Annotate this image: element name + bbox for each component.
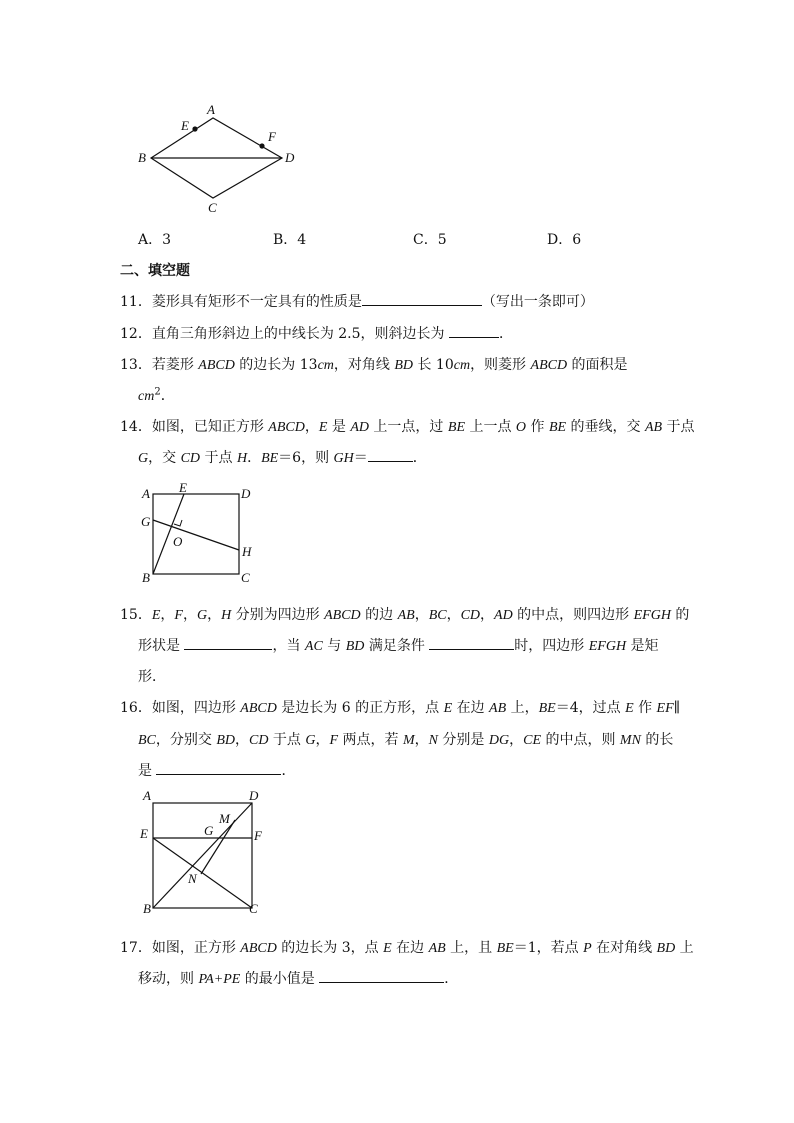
q13-number: 13． [120, 357, 152, 373]
math-symbol: E [383, 941, 392, 956]
text-fragment: ， [160, 607, 175, 623]
q14-line2-text [138, 450, 368, 466]
math-symbol: G [138, 451, 149, 466]
math-symbol: AB [644, 420, 663, 435]
math-symbol: BD [216, 733, 236, 748]
label-c: C [208, 200, 217, 215]
math-symbol: AB [397, 608, 415, 623]
math-symbol: E [443, 701, 453, 716]
q15-text-d: 满足条件 [364, 638, 430, 654]
text-fragment: 如图，四边形 [151, 700, 241, 716]
q15-text-e: 时，四边形 [514, 638, 589, 654]
math-symbol: M [402, 733, 415, 748]
text-fragment: ，分别交 [155, 732, 217, 748]
segment-gh [153, 520, 239, 550]
text-fragment: 上一点 [465, 419, 516, 435]
text-fragment: 上，且 [445, 940, 497, 956]
q14-answer-blank[interactable] [368, 447, 413, 462]
label-b: B [143, 901, 151, 916]
q13-abcd-2: ABCD [530, 358, 568, 373]
text-fragment: 如图，已知正方形 [151, 419, 269, 435]
text-fragment: 两点，若 [338, 732, 403, 748]
q15-condition-blank[interactable] [429, 635, 514, 650]
section-heading: 二、填空题 [120, 263, 190, 279]
math-symbol: F [329, 733, 339, 748]
text-fragment: ＝1，若点 [513, 940, 584, 956]
q13-text-2: 的边长为 13 [234, 357, 318, 373]
text-fragment: 的垂线，交 [566, 419, 645, 435]
math-symbol: CD [180, 451, 201, 466]
text-fragment: 分别是 [437, 732, 489, 748]
q16-answer-blank[interactable] [156, 760, 281, 775]
label-e: E [179, 480, 187, 495]
math-symbol: ABCD [268, 420, 305, 435]
label-e: E [140, 826, 148, 841]
math-symbol: CD [249, 733, 269, 748]
math-symbol: E [318, 420, 328, 435]
text-fragment: ＝6，则 [278, 450, 334, 466]
label-c: C [241, 570, 250, 585]
math-symbol: AD [494, 608, 513, 623]
text-fragment: 的边长为 3，点 [276, 940, 384, 956]
q15-line1-text [152, 607, 690, 623]
label-e: E [181, 118, 189, 133]
text-fragment: 是 [327, 419, 351, 435]
math-symbol: MN [619, 733, 641, 748]
q13-text-4: 长 10 [413, 357, 454, 373]
q15-efgh: EFGH [588, 639, 627, 654]
text-fragment: ． [247, 450, 262, 466]
math-symbol: BC [138, 733, 156, 748]
math-symbol: BE [538, 701, 556, 716]
math-symbol: F [174, 608, 183, 623]
text-fragment: 在边 [391, 940, 429, 956]
q15-text-a: 形状是 [138, 638, 185, 654]
right-angle-mark [174, 520, 182, 526]
q17-text-b: 的最小值是 [240, 971, 320, 987]
label-a: A [207, 102, 215, 117]
q12-number: 12． [120, 326, 152, 342]
math-symbol: BE [548, 420, 567, 435]
question-14-line-1 [120, 416, 695, 436]
text-fragment: ， [480, 607, 495, 623]
q15-number: 15． [120, 607, 152, 623]
text-fragment: 的 [670, 607, 690, 623]
square-abcd [153, 494, 239, 574]
text-fragment: 上 [675, 940, 694, 956]
q13-unit-cm-2: cm [453, 358, 471, 373]
question-16-line-2 [138, 729, 673, 749]
text-fragment: 在边 [452, 700, 490, 716]
math-symbol: GH [333, 451, 354, 466]
text-fragment: ， [182, 607, 197, 623]
math-symbol: BE [496, 941, 514, 956]
question-11 [120, 291, 594, 311]
q16-line2-text [138, 732, 673, 748]
q14-number: 14． [120, 419, 152, 435]
q11-answer-blank[interactable] [362, 291, 482, 306]
text-fragment: 作 [526, 419, 549, 435]
q16-square-figure [138, 786, 268, 918]
label-d: D [249, 788, 259, 803]
point-f-dot [259, 143, 264, 148]
question-15-line-3 [138, 666, 166, 686]
text-fragment: ，交 [148, 450, 181, 466]
text-fragment: 上一点，过 [368, 419, 448, 435]
q10-rhombus-figure [130, 100, 305, 220]
text-fragment: 的长 [640, 732, 674, 748]
q12-answer-blank[interactable] [449, 323, 499, 338]
option-b[interactable]: B．4 [273, 232, 307, 248]
text-fragment: 的边 [360, 607, 398, 623]
q11-note: （写出一条即可） [481, 294, 594, 310]
math-symbol: BE [261, 451, 279, 466]
text-fragment: 的中点，则四边形 [512, 607, 634, 623]
math-symbol: H [221, 608, 232, 623]
text-fragment: 于点 [200, 450, 237, 466]
question-13-line-2 [138, 385, 175, 405]
label-a: A [142, 486, 150, 501]
q16-end: ． [281, 763, 296, 779]
text-fragment: ， [235, 732, 250, 748]
math-symbol: CD [460, 608, 481, 623]
text-fragment: 的中点，则 [541, 732, 620, 748]
text-fragment: ， [207, 607, 222, 623]
math-symbol: ABCD [240, 941, 277, 956]
text-fragment: ＝ [353, 450, 368, 466]
q16-line1-text [152, 700, 680, 716]
question-12 [120, 323, 513, 343]
label-a: A [143, 788, 151, 803]
q13-abcd: ABCD [198, 358, 235, 373]
text-fragment: ， [304, 419, 319, 435]
question-16-line-3 [138, 760, 295, 780]
q15-text-c: 与 [322, 638, 346, 654]
text-fragment: ， [315, 732, 330, 748]
point-e-dot [192, 126, 197, 131]
text-fragment: ， [414, 732, 429, 748]
label-b: B [142, 570, 150, 585]
question-13-line-1 [120, 354, 628, 374]
math-symbol: AB [428, 941, 446, 956]
label-b: B [138, 150, 146, 165]
q13-text-6: 的面积是 [567, 357, 628, 373]
text-fragment: ∥ [673, 700, 681, 716]
q17-end: ． [444, 971, 459, 987]
question-17-line-1 [120, 937, 694, 957]
q13-text-3: ，对角线 [333, 357, 395, 373]
text-fragment: 是边长为 6 的正方形，点 [276, 700, 444, 716]
math-symbol: EF [656, 701, 674, 716]
math-symbol: N [428, 733, 438, 748]
math-symbol: E [625, 701, 634, 716]
label-d: D [241, 486, 251, 501]
label-m: M [219, 811, 230, 826]
math-symbol: E [151, 608, 161, 623]
label-h: H [242, 544, 252, 559]
q12-end: ． [499, 326, 513, 342]
math-symbol: ABCD [324, 608, 361, 623]
math-symbol: G [305, 733, 316, 748]
math-symbol: ABCD [240, 701, 277, 716]
q11-number: 11． [120, 294, 152, 310]
math-symbol: BC [428, 608, 447, 623]
option-c[interactable]: C．5 [413, 232, 447, 248]
text-fragment: ， [414, 607, 429, 623]
q16-text-a: 是 [138, 763, 157, 779]
question-15-line-2 [138, 635, 659, 655]
question-16-line-1 [120, 697, 680, 717]
math-symbol: BD [656, 941, 676, 956]
q15-text-b: ，当 [272, 638, 305, 654]
option-d[interactable]: D．6 [547, 232, 582, 248]
q14-end: ． [412, 450, 427, 466]
text-fragment: 分别为四边形 [231, 607, 325, 623]
q17-answer-blank[interactable] [319, 968, 444, 983]
diagonal-bd [153, 803, 252, 908]
question-14-line-2 [138, 447, 427, 467]
option-a[interactable]: A．3 [138, 232, 172, 248]
q13-text-5: ，则菱形 [470, 357, 531, 373]
q15-text-f: 是矩 [626, 638, 659, 654]
math-symbol: AD [350, 420, 369, 435]
math-symbol: AB [489, 701, 507, 716]
math-symbol: DG [488, 733, 510, 748]
text-fragment: ＝4，过点 [555, 700, 626, 716]
q15-line3: 形． [138, 669, 166, 685]
q12-text: 直角三角形斜边上的中线长为 2.5，则斜边长为 [151, 326, 445, 342]
question-15-line-1 [120, 604, 689, 624]
text-fragment: 上， [506, 700, 539, 716]
q13-area-unit: cm [138, 389, 155, 404]
math-symbol: O [515, 420, 527, 435]
text-fragment: ， [509, 732, 524, 748]
q17-text-a: 移动，则 [138, 971, 199, 987]
q15-shape-blank[interactable] [184, 635, 272, 650]
q15-bd: BD [345, 639, 365, 654]
q14-square-figure [138, 480, 263, 590]
q17-line1-text [152, 940, 694, 956]
label-o: O [173, 534, 183, 549]
label-n: N [188, 871, 197, 886]
text-fragment: 作 [633, 700, 657, 716]
math-symbol: P [583, 941, 592, 956]
text-fragment: 在对角线 [591, 940, 657, 956]
q17-pa-pe: PA+PE [198, 972, 241, 987]
text-fragment: 于点 [662, 419, 695, 435]
label-g: G [141, 514, 151, 529]
question-17-line-2 [138, 968, 458, 988]
label-g: G [204, 823, 214, 838]
label-d: D [285, 150, 295, 165]
q13-end: ． [160, 388, 175, 404]
text-fragment: 如图，正方形 [151, 940, 241, 956]
q15-ac: AC [304, 639, 323, 654]
q14-line1-text [152, 419, 695, 435]
text-fragment: 于点 [268, 732, 306, 748]
q17-number: 17． [120, 940, 152, 956]
label-c: C [249, 901, 258, 916]
q13-area-sup: 2 [154, 386, 161, 398]
text-fragment: ， [446, 607, 461, 623]
math-symbol: CE [523, 733, 542, 748]
math-symbol: EFGH [633, 608, 671, 623]
q13-text-1: 若菱形 [151, 357, 199, 373]
label-f: F [254, 828, 262, 843]
math-symbol: BE [447, 420, 465, 435]
q13-unit-cm-1: cm [317, 358, 334, 373]
q16-number: 16． [120, 700, 152, 716]
math-symbol: G [196, 608, 208, 623]
math-symbol: H [236, 451, 248, 466]
label-f: F [268, 129, 276, 144]
q11-text: 菱形具有矩形不一定具有的性质是 [151, 294, 362, 310]
q13-bd: BD [394, 358, 414, 373]
segment-ce [153, 838, 252, 908]
